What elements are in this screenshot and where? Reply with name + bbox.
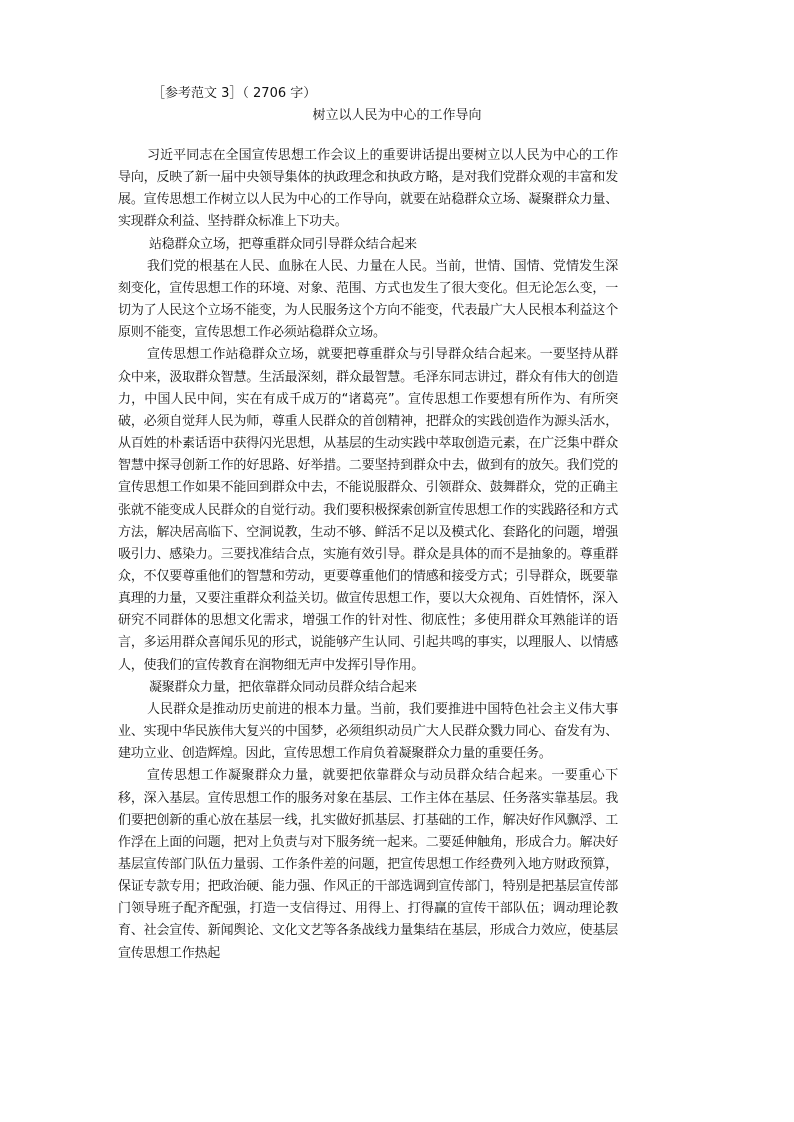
body-text (118, 145, 618, 965)
paragraph: 习近平同志在全国宣传思想工作会议上的重要讲话提出要树立以人民为中心的工作导向，反映了新一届中央领导集体的执政理念和执政方略，是对我们党群众观的丰富和发展。宣传思想工作树立以人民为中心的工作导向，就要在站稳群众立场、凝聚群众力量、实现群众利益、坚持群众标准上下功夫。 (118, 148, 618, 230)
paragraph: 我们党的根基在人民、血脉在人民、力量在人民。当前，世情、国情、党情发生深刻变化，宣传思想工作的环境、对象、范围、方式也发生了很大变化。但无论怎么变，一切为了人民这个立场不能变，为人民服务这个方向不能变，代表最广大人民根本利益这个原则不能变，宣传思想工作必须站稳群众立场。 (118, 258, 618, 341)
paragraph: 宣传思想工作站稳群众立场，就要把尊重群众与引导群众结合起来。一要坚持从群众中来，汲取群众智慧。生活最深刻，群众最智慧。毛泽东同志讲过，群众有伟大的创造力，中国人民中间，实在有成千成万的“诸葛亮”。宣传思想工作要想有所作为、有所突破，必须自觉拜人民为师，尊重人民群众的首创精神，把群众的实践创造作为源头活水，从百姓的朴素话语中获得闪光思想，从基层的生动实践中萃取创造元素，在广泛集中群众智慧中探寻创新工作的好思路、好举措。二要坚持到群众中去，做到有的放矢。我们党的宣传思想工作如果不能回到群众中去，不能说服群众、引领群众、鼓舞群众，党的正确主张就不能变成人民群众的自觉行动。我们要积极探索创新宣传思想工作的实践路径和方式方法，解决居高临下、空洞说教，生动不够、鲜活不足以及模式化、套路化的问题，增强吸引力、感染力。三要找准结合点，实施有效引导。群众是具体的而不是抽象的。尊重群众，不仅要尊重他们的智慧和劳动，更要尊重他们的情感和接受方式；引导群众，既要靠真理的力量，又要注重群众利益关切。做宣传思想工作，要以大众视角、百姓情怀，深入研究不同群体的思想文化需求，增强工作的针对性、彻底性；多使用群众耳熟能详的语言，多运用群众喜闻乐见的形式，说能够产生认同、引起共鸣的事实，以理服人、以情感人，使我们的宣传教育在润物细无声中发挥引导作用。 (118, 347, 618, 673)
section-heading: 凝聚群众力量，把依靠群众同动员群众结合起来 (149, 679, 417, 695)
paragraph: 宣传思想工作凝聚群众力量，就要把依靠群众与动员群众结合起来。一要重心下移，深入基层。宣传思想工作的服务对象在基层、工作主体在基层、任务落实靠基层。我们要把创新的重心放在基层一线，扎实做好抓基层、打基础的工作，解决好作风飘浮、工作浮在上面的问题，把对上负责与对下服务统一起来。二要延伸触角，形成合力。解决好基层宣传部门队伍力量弱、工作条件差的问题，把宣传思想工作经费列入地方财政预算，保证专款专用；把政治硬、能力强、作风正的干部选调到宣传部门，特别是把基层宣传部门领导班子配齐配强，打造一支信得过、用得上、打得赢的宣传干部队伍；调动理论教育、社会宣传、新闻舆论、文化文艺等各条战线力量集结在基层，形成合力效应，使基层宣传思想工作热起 (118, 768, 618, 961)
section-heading: 站稳群众立场，把尊重群众同引导群众结合起来 (149, 236, 417, 252)
paragraph: 人民群众是推动历史前进的根本力量。当前，我们要推进中国特色社会主义伟大事业、实现中华民族伟大复兴的中国梦，必须组织动员广大人民群众戮力同心、奋发有为、建功立业、创造辉煌。因此，宣传思想工作肩负着凝聚群众力量的重要任务。 (118, 701, 618, 762)
reference-header: ［参考范文 3］（ 2706 字） (152, 86, 317, 101)
page-title: 树立以人民为中心的工作导向 (312, 108, 482, 123)
